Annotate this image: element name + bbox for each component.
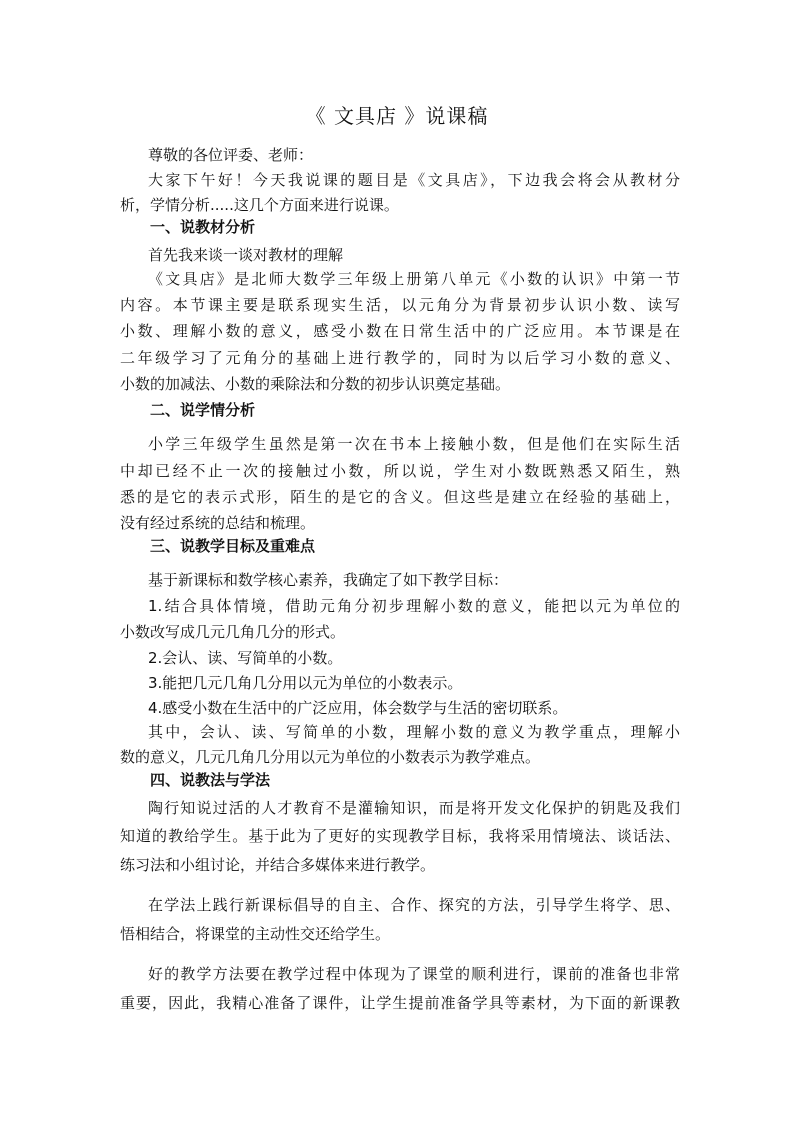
paragraph-line: 陶行知说过活的人才教育不是灌输知识，而是将开发文化保护的钥匙及我们 bbox=[148, 799, 680, 817]
paragraph-line: 数的意义，几元几角几分用以元为单位的小数表示为教学难点。 bbox=[120, 748, 541, 766]
paragraph-line: 悟相结合，将课堂的主动性交还给学生。 bbox=[120, 925, 391, 943]
intro-line: 析，学情分析.....这几个方面来进行说课。 bbox=[120, 196, 399, 214]
section-heading: 三、说教学目标及重难点 bbox=[150, 537, 316, 555]
paragraph-line: 《文具店》是北师大数学三年级上册第八单元《小数的认识》中第一节 bbox=[148, 270, 680, 288]
paragraph-line: 好的教学方法要在教学过程中体现为了课堂的顺利进行，课前的准备也非常 bbox=[148, 965, 680, 983]
goal-line: 4.感受小数在生活中的广泛应用，体会数学与生活的密切联系。 bbox=[148, 699, 568, 717]
paragraph-line: 没有经过系统的总结和梳理。 bbox=[120, 514, 316, 532]
goal-line: 2.会认、读、写简单的小数。 bbox=[148, 649, 343, 667]
section-lead: 首先我来谈一谈对教材的理解 bbox=[148, 246, 344, 264]
intro-line: 大家下午好！今天我说课的题目是《文具店》，下边我会将会从教材分 bbox=[148, 171, 680, 189]
paragraph-line: 小学三年级学生虽然是第一次在书本上接触小数，但是他们在实际生活 bbox=[148, 435, 680, 453]
paragraph-line: 知道的教给学生。基于此为了更好的实现教学目标，我将采用情境法、谈话法、 bbox=[120, 827, 680, 845]
paragraph-line: 在学法上践行新课标倡导的自主、合作、探究的方法，引导学生将学、思、 bbox=[148, 896, 680, 914]
goal-line: 1.结合具体情境，借助元角分初步理解小数的意义，能把以元为单位的 bbox=[148, 597, 680, 615]
paragraph-line: 中却已经不止一次的接触过小数，所以说，学生对小数既熟悉又陌生，熟 bbox=[120, 462, 680, 480]
greeting: 尊敬的各位评委、老师： bbox=[148, 146, 314, 164]
paragraph-line: 练习法和小组讨论，并结合多媒体来进行教学。 bbox=[120, 856, 436, 874]
goal-line: 小数改写成几元几角几分的形式。 bbox=[120, 623, 346, 641]
section-heading: 一、说教材分析 bbox=[150, 218, 256, 236]
paragraph-line: 重要，因此，我精心准备了课件，让学生提前准备学具等素材，为下面的新课教 bbox=[120, 994, 680, 1012]
section-lead: 基于新课标和数学核心素养，我确定了如下教学目标： bbox=[148, 571, 509, 589]
page-title: 《 文具店 》说课稿 bbox=[305, 104, 489, 128]
paragraph-line: 小数的加减法、小数的乘除法和分数的初步认识奠定基础。 bbox=[120, 375, 511, 393]
section-heading: 四、说教法与学法 bbox=[150, 771, 271, 789]
paragraph-line: 其中，会认、读、写简单的小数，理解小数的意义为教学重点，理解小 bbox=[148, 723, 680, 741]
section-heading: 二、说学情分析 bbox=[150, 401, 256, 419]
paragraph-line: 二年级学习了元角分的基础上进行教学的，同时为以后学习小数的意义、 bbox=[120, 349, 680, 367]
goal-line: 3.能把几元几角几分用以元为单位的小数表示。 bbox=[148, 674, 463, 692]
paragraph-line: 悉的是它的表示式形，陌生的是它的含义。但这些是建立在经验的基础上， bbox=[120, 488, 680, 506]
paragraph-line: 小数、理解小数的意义，感受小数在日常生活中的广泛应用。本节课是在 bbox=[120, 322, 680, 340]
paragraph-line: 内容。本节课主要是联系现实生活，以元角分为背景初步认识小数、读写 bbox=[120, 296, 680, 314]
